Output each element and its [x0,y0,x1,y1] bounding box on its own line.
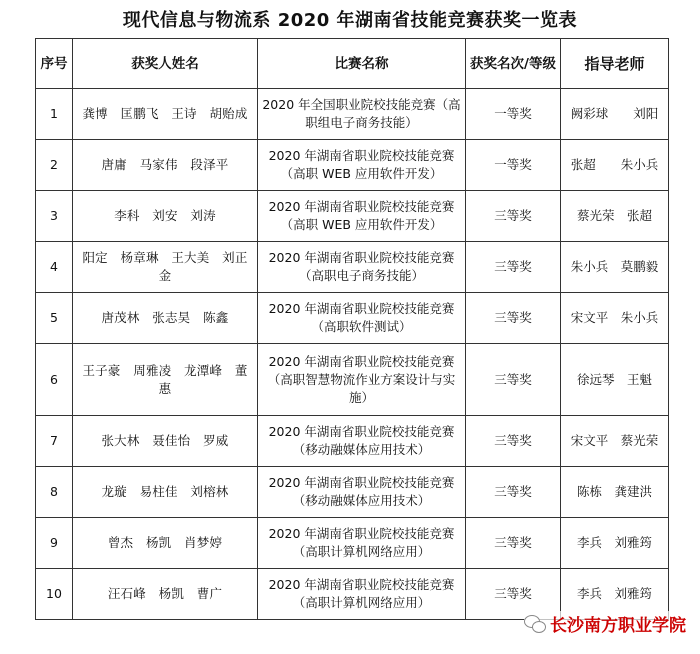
watermark-text: 长沙南方职业学院 [550,616,686,636]
cell-competition: 2020 年湖南省职业院校技能竞赛（高职智慧物流作业方案设计与实施） [258,344,466,416]
table-row [36,518,669,569]
cell-rank: 三等奖 [466,416,561,467]
cell-competition: 2020 年全国职业院校技能竞赛（高职组电子商务技能） [258,89,466,140]
cell-winners: 龚博 匡鹏飞 王诗 胡贻成 [73,89,258,140]
table-row [36,344,669,416]
table-row [36,242,669,293]
header-competition: 比赛名称 [258,39,466,89]
cell-winners: 龙璇 易柱佳 刘榕林 [73,467,258,518]
cell-no: 10 [36,569,73,620]
cell-rank: 三等奖 [466,242,561,293]
cell-no: 9 [36,518,73,569]
cell-no: 6 [36,344,73,416]
cell-competition: 2020 年湖南省职业院校技能竞赛（移动融媒体应用技术） [258,416,466,467]
watermark [524,611,686,636]
table-row [36,140,669,191]
cell-rank: 一等奖 [466,140,561,191]
header-rank: 获奖名次/等级 [466,39,561,89]
wechat-icon [524,615,546,633]
cell-winners: 汪石峰 杨凯 曹广 [73,569,258,620]
header-teachers: 指导老师 [561,39,669,89]
cell-no: 8 [36,467,73,518]
header-winners: 获奖人姓名 [73,39,258,89]
cell-teachers: 陈栋 龚建洪 [561,467,669,518]
awards-table [35,38,669,620]
cell-competition: 2020 年湖南省职业院校技能竞赛（高职 WEB 应用软件开发） [258,191,466,242]
cell-teachers: 阙彩球 刘阳 [561,89,669,140]
cell-winners: 唐茂林 张志昊 陈鑫 [73,293,258,344]
cell-rank: 三等奖 [466,569,561,620]
cell-winners: 曾杰 杨凯 肖梦婷 [73,518,258,569]
cell-teachers: 李兵 刘雅筠 [561,569,669,620]
cell-competition: 2020 年湖南省职业院校技能竞赛（高职电子商务技能） [258,242,466,293]
table-header-row [36,39,669,89]
cell-teachers: 徐远琴 王魁 [561,344,669,416]
cell-winners: 李科 刘安 刘涛 [73,191,258,242]
table-row [36,89,669,140]
table-row [36,467,669,518]
cell-competition: 2020 年湖南省职业院校技能竞赛（高职软件测试） [258,293,466,344]
cell-rank: 三等奖 [466,191,561,242]
cell-teachers: 蔡光荣 张超 [561,191,669,242]
table-body [36,89,669,620]
cell-winners: 王子豪 周雅凌 龙潭峰 董惠 [73,344,258,416]
cell-competition: 2020 年湖南省职业院校技能竞赛（高职计算机网络应用） [258,569,466,620]
cell-rank: 一等奖 [466,89,561,140]
cell-teachers: 宋文平 朱小兵 [561,293,669,344]
cell-rank: 三等奖 [466,467,561,518]
header-no: 序号 [36,39,73,89]
cell-teachers: 朱小兵 莫鹏毅 [561,242,669,293]
cell-winners: 唐庸 马家伟 段泽平 [73,140,258,191]
cell-no: 3 [36,191,73,242]
cell-competition: 2020 年湖南省职业院校技能竞赛（高职计算机网络应用） [258,518,466,569]
cell-competition: 2020 年湖南省职业院校技能竞赛（移动融媒体应用技术） [258,467,466,518]
table-row [36,191,669,242]
cell-rank: 三等奖 [466,518,561,569]
cell-rank: 三等奖 [466,344,561,416]
cell-teachers: 张超 朱小兵 [561,140,669,191]
table-row [36,416,669,467]
cell-winners: 张大林 聂佳怡 罗威 [73,416,258,467]
cell-rank: 三等奖 [466,293,561,344]
cell-teachers: 宋文平 蔡光荣 [561,416,669,467]
cell-no: 5 [36,293,73,344]
cell-no: 1 [36,89,73,140]
cell-no: 7 [36,416,73,467]
cell-teachers: 李兵 刘雅筠 [561,518,669,569]
cell-winners: 阳定 杨章琳 王大美 刘正金 [73,242,258,293]
page-title: 现代信息与物流系 2020 年湖南省技能竞赛获奖一览表 [122,10,578,31]
cell-no: 2 [36,140,73,191]
table-row [36,293,669,344]
cell-no: 4 [36,242,73,293]
cell-competition: 2020 年湖南省职业院校技能竞赛（高职 WEB 应用软件开发） [258,140,466,191]
